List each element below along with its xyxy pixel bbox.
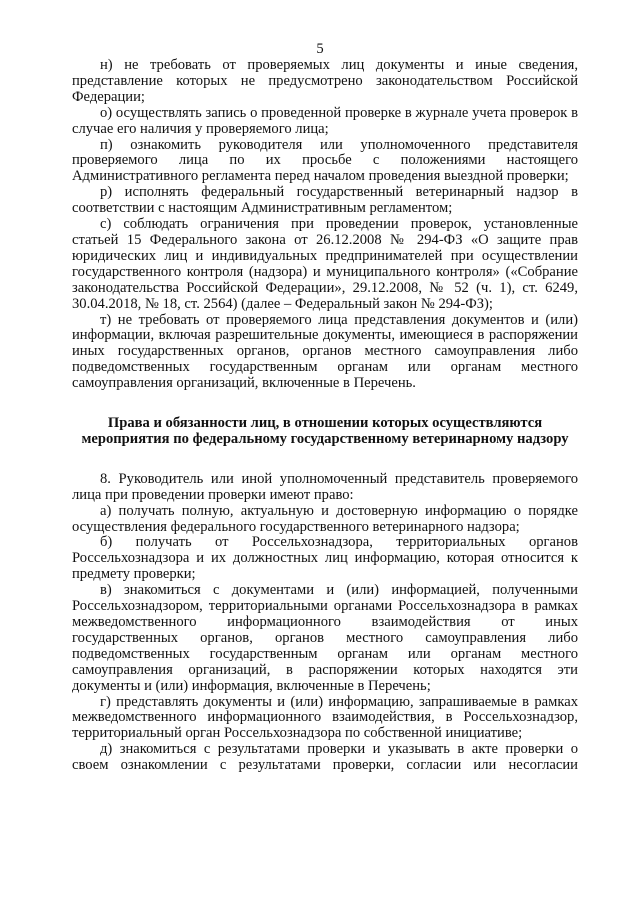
page-content [72,58,578,774]
paragraph-n: н) не требовать от проверяемых лиц документы и иные сведения, представление которых не предусмотрено законодательством Российской Федерации; [72,57,578,105]
paragraph-p: п) ознакомить руководителя или уполномоченного представителя проверяемого лица по их просьбе с положениями настоящего Административного регламента перед началом проведения выездной проверки; [72,136,578,185]
paragraph-8: 8. Руководитель или иной уполномоченный представитель проверяемого лица при проведении проверки имеют право: [72,470,578,503]
paragraph-a: а) получать полную, актуальную и достоверную информацию о порядке осуществления федерального государственного ветеринарного надзора; [72,502,578,535]
section-heading-line-1: Права и обязанности лиц, в отношении которых осуществляются [107,415,543,432]
page-number: 5 [316,41,324,57]
section-heading [72,416,578,448]
paragraph-t: т) не требовать от проверяемого лица представления документов и (или) информации, включая разрешительные документы, имеющиеся в распоряжении иных государственных органов, органов местного самоуправления либо подведомственных государственным органам или органам местного самоуправления организаций, включенные в Перечень. [72,311,578,392]
paragraph-b: б) получать от Россельхознадзора, территориальных органов Россельхознадзора и их должностных лиц информацию, которая относится к предмету проверки; [72,534,578,583]
paragraph-s: с) соблюдать ограничения при проведении проверок, установленные статьей 15 Федерального закона от 26.12.2008 № 294-ФЗ «О защите прав юридических лиц и индивидуальных предпринимателей при осуществлении государственного контроля (надзора) и муниципального контроля» («Собрание законодательства Российской Федерации», 29.12.2008, № 52 (ч. 1), ст. 6249, 30.04.2018, № 18, ст. 2564) (далее – Федеральный закон № 294-ФЗ); [72,216,578,312]
paragraph-v: в) знакомиться с документами и (или) информацией, полученными Россельхознадзором, территориальными органами Россельхознадзора в рамках межведомственного информационного взаимодействия от иных государственных органов, органов местного самоуправления либо подведомственных государственным органам или органам местного самоуправления организаций, в распоряжении которых находятся эти документы и (или) информация, включенные в Перечень; [72,582,578,694]
paragraph-d: д) знакомиться с результатами проверки и указывать в акте проверки о своем ознакомлении с результатами проверки, согласии или несогласии [72,741,578,774]
section-heading-line-2: мероприятия по федеральному государственному ветеринарному надзору [81,430,569,447]
paragraph-r: р) исполнять федеральный государственный ветеринарный надзор в соответствии с настоящим Административным регламентом; [72,184,578,217]
paragraph-o: о) осуществлять запись о проведенной проверке в журнале учета проверок в случае его наличия у проверяемого лица; [72,104,578,137]
paragraph-g: г) представлять документы и (или) информацию, запрашиваемые в рамках межведомственного информационного взаимодействия, в Россельхознадзор, территориальный орган Россельхознадзора по собственной инициативе; [72,693,578,742]
